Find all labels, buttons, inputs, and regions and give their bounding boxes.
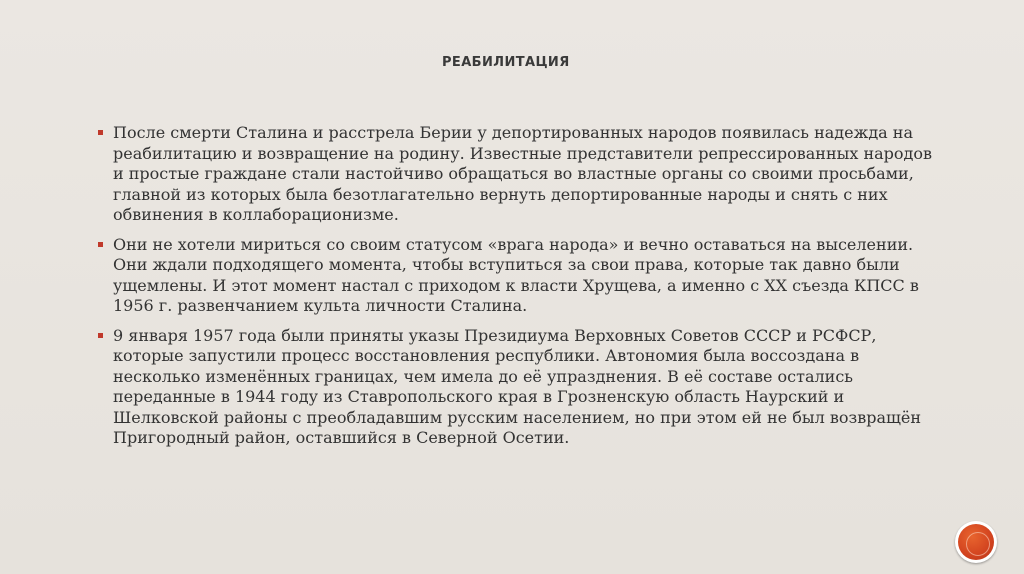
bullet-item	[97, 235, 947, 317]
slide-title: РЕАБИЛИТАЦИЯ	[442, 55, 570, 70]
slide-nav-circle-icon	[958, 524, 994, 560]
bullet-text: Они не хотели мириться со своим статусом «врага народа» и вечно оставаться на выселении. Они ждали подходящего момента, чтобы вступиться за свои права, которые так давно были ущемлены. И этот момент настал с приходом к власти Хрущева, а именно с XX съезда КПСС в 1956 г. развенчанием культа личности Сталина.	[113, 234, 919, 315]
bullet-marker-icon	[98, 242, 103, 247]
bullet-text: 9 января 1957 года были приняты указы Президиума Верховных Советов СССР и РСФСР, которые запустили процесс восстановления республики. Автономия была воссоздана в несколько изменённых границах, чем имела до её упразднения. В её составе остались переданные в 1944 году из Ставропольского края в Грозненскую область Наурский и Шелковской районы с преобладавшим русским населением, но при этом ей не был возвращён Пригородный район, оставшийся в Северной Осетии.	[113, 325, 921, 447]
bullet-marker-icon	[98, 130, 103, 135]
slide-nav-button[interactable]	[955, 521, 997, 563]
bullet-list	[97, 123, 947, 458]
bullet-marker-icon	[98, 333, 103, 338]
nav-ring-decoration	[966, 532, 990, 556]
bullet-text: После смерти Сталина и расстрела Берии у депортированных народов появилась надежда на реабилитацию и возвращение на родину. Известные представители репрессированных народов и простые граждане стали настойчиво обращаться во властные органы со своими просьбами, главной из которых была безотлагательно вернуть депортированные народы и снять с них обвинения в коллаборационизме.	[113, 123, 933, 224]
bullet-item	[97, 123, 947, 226]
bullet-item	[97, 326, 947, 449]
